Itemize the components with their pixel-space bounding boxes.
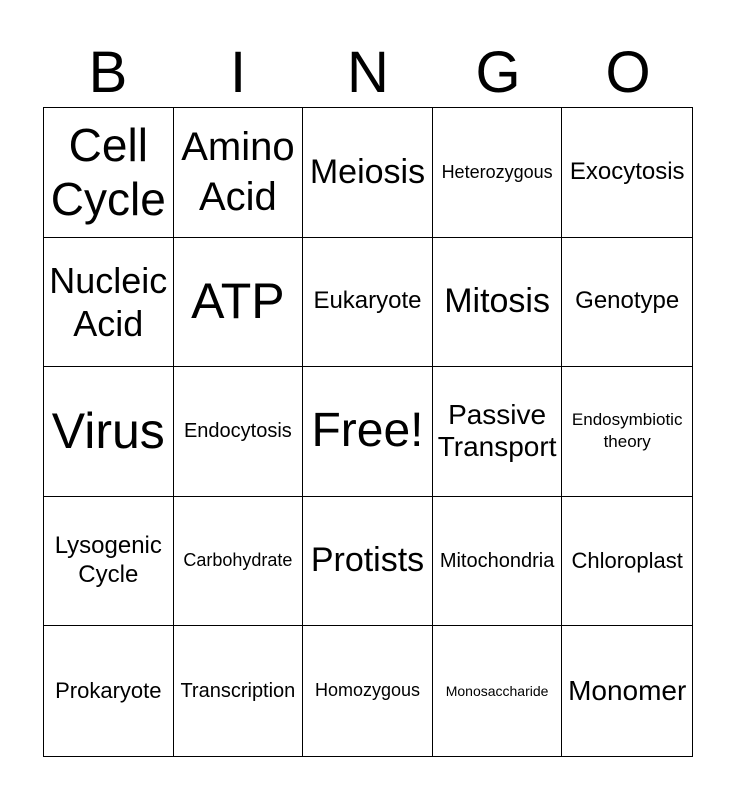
bingo-cell[interactable]	[562, 108, 692, 238]
bingo-cell[interactable]	[44, 238, 174, 368]
cell-text: Amino Acid	[181, 125, 295, 220]
cell-text: Exocytosis	[569, 157, 685, 185]
bingo-cell[interactable]	[303, 497, 433, 627]
cell-text: Virus	[51, 402, 165, 459]
cell-text: Carbohydrate	[183, 550, 293, 571]
bingo-cell[interactable]	[562, 497, 692, 627]
cell-text: Monomer	[568, 675, 687, 707]
bingo-cell[interactable]	[174, 626, 304, 756]
cell-text: Meiosis	[309, 152, 426, 191]
header-letter-g: G	[475, 40, 521, 105]
bingo-cell[interactable]	[433, 497, 563, 627]
bingo-cell[interactable]	[44, 626, 174, 756]
header-letter-b: B	[88, 40, 128, 105]
cell-text: Prokaryote	[55, 678, 162, 703]
cell-text: Lysogenic Cycle	[54, 532, 162, 589]
bingo-cell[interactable]	[303, 238, 433, 368]
cell-text: Eukaryote	[313, 287, 422, 315]
bingo-cell[interactable]	[433, 108, 563, 238]
cell-text: ATP	[191, 273, 285, 330]
bingo-cell[interactable]	[174, 108, 304, 238]
bingo-cell[interactable]	[174, 238, 304, 368]
bingo-cell[interactable]	[44, 108, 174, 238]
cell-text: Mitochondria	[439, 550, 555, 573]
bingo-cell[interactable]	[303, 626, 433, 756]
cell-text: Chloroplast	[571, 547, 683, 573]
cell-text: Protists	[310, 541, 425, 580]
cell-text: Transcription	[180, 680, 296, 703]
free-space-cell[interactable]	[303, 367, 433, 497]
bingo-cell[interactable]	[44, 497, 174, 627]
header-letter-o: O	[605, 40, 651, 105]
bingo-cell[interactable]	[433, 626, 563, 756]
bingo-cell[interactable]	[433, 367, 563, 497]
bingo-cell[interactable]	[562, 238, 692, 368]
cell-text: Endosymbiotic theory	[571, 410, 683, 452]
header-letter-i: I	[229, 40, 247, 105]
bingo-cell[interactable]	[433, 238, 563, 368]
bingo-cell[interactable]	[44, 367, 174, 497]
cell-text: Homozygous	[314, 680, 421, 701]
cell-text: Cell Cycle	[50, 119, 166, 226]
cell-text: Monosaccharide	[445, 682, 549, 699]
bingo-cell[interactable]	[174, 367, 304, 497]
cell-text: Endocytosis	[183, 420, 292, 443]
bingo-header	[43, 42, 693, 104]
cell-text: Nucleic Acid	[49, 259, 168, 344]
bingo-cell[interactable]	[562, 626, 692, 756]
bingo-cell[interactable]	[174, 497, 304, 627]
cell-text: Passive Transport	[437, 399, 557, 463]
cell-text: Heterozygous	[441, 161, 553, 182]
free-space-text: Free!	[311, 404, 424, 458]
bingo-board	[43, 107, 693, 757]
cell-text: Mitosis	[444, 282, 550, 321]
bingo-cell[interactable]	[562, 367, 692, 497]
bingo-cell[interactable]	[303, 108, 433, 238]
header-letter-n: N	[347, 40, 389, 105]
cell-text: Genotype	[575, 287, 680, 315]
